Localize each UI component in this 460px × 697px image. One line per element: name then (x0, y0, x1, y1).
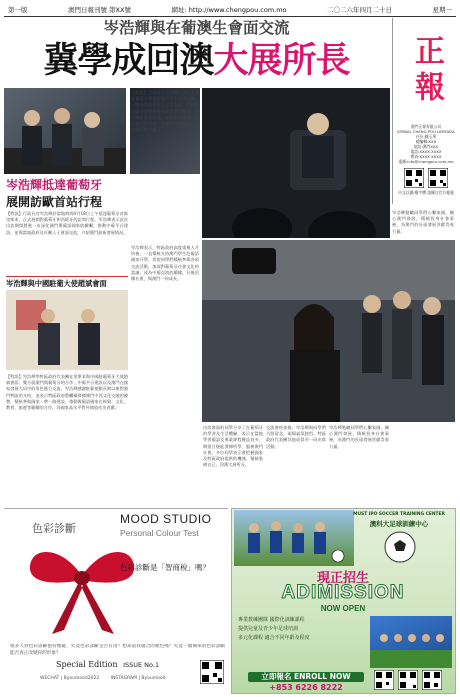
school-name-en: MUST IPO SOCCER TRAINING CENTER (353, 512, 445, 517)
story1-heading-2: 展開訪歐首站行程 (6, 195, 103, 209)
ad-instagram[interactable]: INSTAGRAM | Byoumood (110, 676, 166, 681)
qr-caption: 中文以繁/簡字體 請關注官方帳號 (398, 190, 454, 195)
ad-issue: ISSUE No.1 (123, 661, 160, 669)
team-players-icon (370, 616, 452, 668)
ad-brand: MOOD STUDIO (120, 512, 212, 526)
admission-heading: ADIMISSION (281, 582, 405, 603)
ad-question: 色彩診斷是「智商稅」嗎？ (120, 563, 210, 572)
photo-ambassador (6, 290, 128, 370)
registration-number: 澳門日報刊號 第XX號 (67, 6, 131, 14)
masthead-line: 澳門正報有限公司 (410, 124, 442, 129)
masthead-line: 地址:澳門XXX (413, 144, 439, 149)
recruiting-tagline: 現正招生 (316, 571, 369, 586)
story1-heading-1: 岑浩輝抵達葡萄牙 (6, 178, 103, 192)
qr-code-icon[interactable] (422, 670, 442, 690)
ad-edition (56, 660, 186, 669)
players-photo (234, 510, 354, 566)
main-body-col5: 岑浩輝勉勵同學們心繫家國，關心澳門發展，積極投身社會事務，為澳門的長遠發展貢獻青春力量。 (329, 425, 389, 449)
story1-body: 【特訊】行政長官岑浩輝於當地時間4月18日上午抵達葡萄牙首都里斯本，正式展開對葡萄牙和西班牙的訪問行程。岑浩輝表示此次出訪期間將進一步深化澳門與葡語國家的聯繫，推動中葡平台建設，並與當地政府及社團人士會面交流，介紹澳門最新發展情況。 (6, 211, 128, 235)
issue-date: 二〇二六年四月二十日 (327, 6, 393, 14)
masthead-line: 總編輯:XXX (415, 139, 437, 144)
masthead (392, 18, 456, 204)
masthead-line: 電郵:info@chengpou.com.mo (398, 159, 454, 164)
masthead-info (396, 124, 456, 164)
main-body-col3: 出席會面的同學分享了在葡萄牙的學習及生活體驗，表示在當地學習葡語及專業課程獲益良多，期望日後能發揮所學，服務澳門社會。多位同學表示會把握國家及特區政府提供的機遇，積極裝備自己，回澳大展所長。 (203, 425, 263, 468)
headline-black: 冀學成回澳 (43, 41, 214, 81)
masthead-line: 傳真:XXXX XXXX (410, 154, 442, 159)
soccer-players-icon (234, 510, 354, 566)
photo-speaker (202, 88, 390, 238)
divider (6, 276, 128, 277)
newspaper-logo: 正報 (409, 35, 444, 107)
points-list (238, 616, 368, 643)
qr-code-icon[interactable] (404, 168, 424, 188)
point-item: 提供兒童及青少年足球培訓 (238, 626, 299, 632)
point-item: 專業教練團隊 國際化訓練課程 (238, 617, 305, 623)
masthead-line: 電話:XXXX XXXX (410, 149, 442, 154)
main-body-col2: 岑浩輝表示，特區政府高度重視人才培養，一直積極支持澳門學生赴葡語國家升學，希望同學們積極參與各項交流活動，加深對葡萄牙社會文化的認識，成為中葡交流的橋樑，日後回饋社會，與澳門一同成長。 (131, 245, 199, 282)
main-body-col4: 交流會結束後，岑浩輝與同學們合照留念，現場氣氛熱烈。特區政府代表團其他成員亦一同出席活動。 (266, 425, 326, 449)
ad-socials (40, 676, 200, 681)
story2-heading: 岑浩輝與中國駐葡大使趙斌會面 (6, 279, 107, 288)
main-body-col5b: 岑浩輝勉勵同學們心繫家國，關心澳門發展，積極投身社會事務，為澳門的長遠發展貢獻青春力量。 (392, 210, 454, 234)
qr-code-icon[interactable] (398, 670, 418, 690)
main-body-col1: 【特訊】行政長官岑浩輝在里斯本與在葡萄牙學習的澳門學生會面交流，了解他們的學習及生活情況。岑浩輝鼓勵同學們珍惜在葡學習的機會，努力鑽研專業知識，掌握葡語優勢，學成後回澳發展，為澳門經濟適度多元發展貢獻力量。 (131, 90, 199, 133)
masthead-line: 社長:陳玉華 (415, 134, 437, 139)
red-ribbon-bow-icon (22, 536, 142, 636)
team-photo (370, 616, 452, 668)
ambassador-photo-icon (6, 290, 128, 370)
top-bar (4, 3, 456, 17)
subtitle-headline: 岑浩輝與在葡澳生會面交流 (103, 18, 290, 37)
speaker-photo-icon (202, 88, 390, 238)
selfie-photo-icon (202, 240, 455, 422)
qr-code-icon[interactable] (428, 168, 448, 188)
headline-red: 大展所長 (213, 41, 350, 81)
weekday: 星期一 (432, 6, 452, 14)
qr-code-icon[interactable] (200, 660, 224, 684)
photo-arrival (4, 88, 126, 174)
main-headline (4, 38, 389, 84)
ad-wechat[interactable]: WECHAT | Byoumood2022 (40, 676, 100, 681)
ad-body: 很多人對色彩診斷抱持懷疑，究竟色彩診斷是否有用？想知道我適合的顏色嗎？究竟一個簡單的色彩診斷能否真正改變你的形象？ (10, 644, 225, 656)
ad-title-cn: 色彩診斷 (32, 522, 76, 535)
page-number: 第一版 (8, 6, 28, 14)
masthead-line: JORNAL CHENG POU LIMITADA (397, 129, 455, 134)
photo-selfie (202, 240, 455, 422)
soccer-ball-icon (380, 530, 420, 564)
qr-codes (396, 168, 456, 188)
website-url[interactable]: 網址: http://www.chengpou.com.mo (171, 6, 287, 14)
school-name-cn: 澳科大足球訓練中心 (369, 520, 429, 528)
qr-code-icon[interactable] (374, 670, 394, 690)
enroll-now-button[interactable]: 立即報名 ENROLL NOW (248, 672, 364, 682)
contact-phone[interactable]: +853 6226 8222 (269, 683, 343, 692)
ad-special: Special Edition (56, 660, 118, 669)
now-open: NOW OPEN (320, 604, 366, 613)
ad-brand-sub: Personal Colour Test (120, 528, 199, 538)
officials-photo-icon (4, 88, 126, 174)
story2-body: 【特訊】岑浩輝率特區政府代表團在里斯本與中國駐葡萄牙大使趙斌會面。雙方就澳門與葡萄牙的合作、中葡平台建設以及澳門在國家發展大局中的角色進行交流。岑浩輝感謝駐葡使館長期以來對澳門特區的支持，並表示特區政府將繼續發揮澳門中西文化交融的優勢，積極參與國家一帶一路建設，推動與葡語國家在經貿、文化、教育、旅遊等範疇的合作，為國家高水平對外開放作出貢獻。 (6, 374, 128, 411)
point-item: 多元化課程 適合不同年齡及程度 (238, 635, 310, 641)
